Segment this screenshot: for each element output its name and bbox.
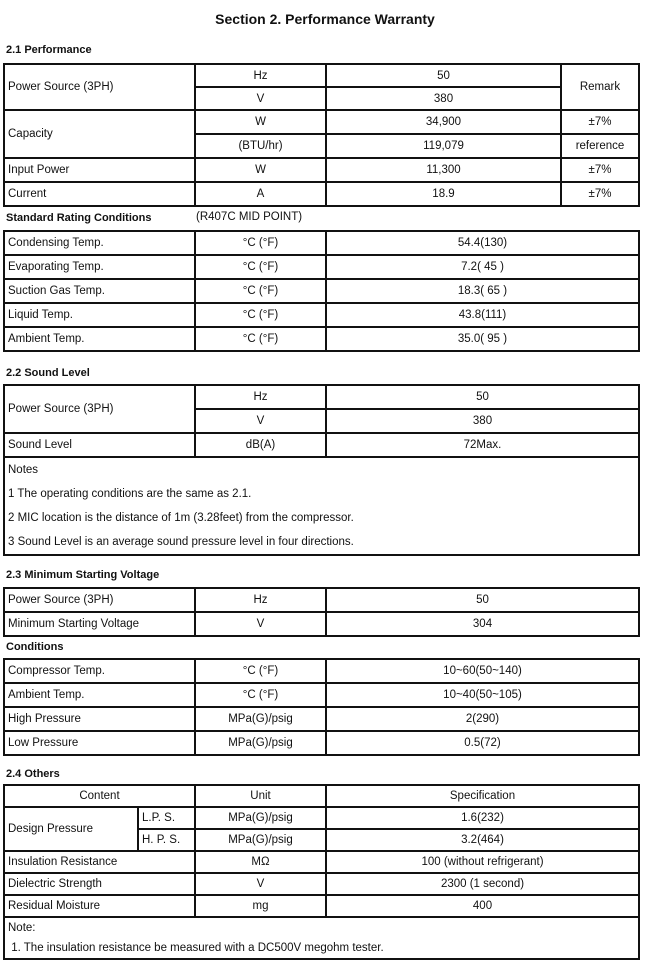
row-unit: MPa(G)/psig (195, 731, 326, 755)
v-unit: V (195, 87, 326, 110)
row-value: 54.4(130) (326, 231, 639, 255)
row-unit: °C (°F) (195, 255, 326, 279)
hps-value: 3.2(464) (326, 829, 639, 851)
current-unit: A (195, 182, 326, 206)
notes-heading: Notes (8, 464, 39, 476)
row-value: 400 (326, 895, 639, 917)
performance-table (3, 63, 640, 207)
input-power-remark: ±7% (561, 158, 639, 182)
sound-notes (4, 457, 639, 555)
others-notes (4, 917, 639, 959)
section-heading-min-voltage: 2.3 Minimum Starting Voltage (6, 569, 160, 581)
capacity-w-unit: W (195, 110, 326, 134)
design-pressure-label: Design Pressure (4, 807, 138, 851)
row-value: 2300 (1 second) (326, 873, 639, 895)
row-unit: mg (195, 895, 326, 917)
section-heading-standard-rating: Standard Rating Conditions (6, 212, 152, 224)
others-table (3, 784, 640, 960)
refrigerant-note: (R407C MID POINT) (196, 211, 303, 223)
sound-level-label: Sound Level (4, 433, 195, 457)
row-value: 35.0( 95 ) (326, 327, 639, 351)
row-unit: °C (°F) (195, 683, 326, 707)
conditions-table (3, 658, 640, 756)
power-source-label: Power Source (3PH) (4, 385, 195, 433)
section-heading-performance: 2.1 Performance (6, 44, 92, 56)
row-unit: °C (°F) (195, 231, 326, 255)
hps-label: H. P. S. (138, 829, 195, 851)
hz-value: 50 (326, 385, 639, 409)
lps-label: L.P. S. (138, 807, 195, 829)
notes-heading: Note: (8, 922, 36, 934)
row-value: 2(290) (326, 707, 639, 731)
row-label: Condensing Temp. (4, 231, 195, 255)
row-value: 100 (without refrigerant) (326, 851, 639, 873)
capacity-btu-unit: (BTU/hr) (195, 134, 326, 158)
row-unit: °C (°F) (195, 659, 326, 683)
row-value: 304 (326, 612, 639, 636)
v-unit: V (195, 409, 326, 433)
row-label: Minimum Starting Voltage (4, 612, 195, 636)
capacity-w-remark: ±7% (561, 110, 639, 134)
current-value: 18.9 (326, 182, 561, 206)
row-value: 0.5(72) (326, 731, 639, 755)
input-power-label: Input Power (4, 158, 195, 182)
current-remark: ±7% (561, 182, 639, 206)
row-value: 7.2( 45 ) (326, 255, 639, 279)
row-unit: °C (°F) (195, 327, 326, 351)
row-value: 50 (326, 588, 639, 612)
hz-unit: Hz (195, 64, 326, 87)
row-label: Ambient Temp. (4, 327, 195, 351)
min-voltage-table (3, 587, 640, 637)
row-label: Compressor Temp. (4, 659, 195, 683)
row-label: Low Pressure (4, 731, 195, 755)
row-unit: °C (°F) (195, 279, 326, 303)
row-label: Dielectric Strength (4, 873, 195, 895)
sound-level-unit: dB(A) (195, 433, 326, 457)
current-label: Current (4, 182, 195, 206)
conditions-heading: Conditions (6, 641, 64, 653)
v-value: 380 (326, 409, 639, 433)
hz-unit: Hz (195, 385, 326, 409)
sound-level-value: 72Max. (326, 433, 639, 457)
row-label: Power Source (3PH) (4, 588, 195, 612)
row-value: 10~60(50~140) (326, 659, 639, 683)
row-unit: MPa(G)/psig (195, 707, 326, 731)
row-label: Ambient Temp. (4, 683, 195, 707)
note-item: 1. The insulation resistance be measured with a DC500V megohm tester. (8, 942, 384, 954)
header-content: Content (4, 785, 195, 807)
note-item: 3 Sound Level is an average sound pressure level in four directions. (8, 536, 354, 548)
rating-conditions-table (3, 230, 640, 352)
note-item: 2 MIC location is the distance of 1m (3.28feet) from the compressor. (8, 512, 354, 524)
header-unit: Unit (195, 785, 326, 807)
row-unit: V (195, 873, 326, 895)
row-unit: V (195, 612, 326, 636)
remark-header: Remark (561, 64, 639, 110)
row-value: 18.3( 65 ) (326, 279, 639, 303)
section-heading-others: 2.4 Others (6, 768, 60, 780)
capacity-w-value: 34,900 (326, 110, 561, 134)
hps-unit: MPa(G)/psig (195, 829, 326, 851)
row-label: Residual Moisture (4, 895, 195, 917)
sound-level-table (3, 384, 640, 556)
section-heading-sound-level: 2.2 Sound Level (6, 367, 90, 379)
page-title: Section 2. Performance Warranty (215, 11, 435, 27)
v-value: 380 (326, 87, 561, 110)
note-item: 1 The operating conditions are the same as 2.1. (8, 488, 252, 500)
lps-value: 1.6(232) (326, 807, 639, 829)
row-label: Suction Gas Temp. (4, 279, 195, 303)
row-value: 43.8(111) (326, 303, 639, 327)
row-value: 10~40(50~105) (326, 683, 639, 707)
row-unit: °C (°F) (195, 303, 326, 327)
row-label: Insulation Resistance (4, 851, 195, 873)
capacity-btu-value: 119,079 (326, 134, 561, 158)
capacity-btu-remark: reference (561, 134, 639, 158)
row-unit: Hz (195, 588, 326, 612)
lps-unit: MPa(G)/psig (195, 807, 326, 829)
row-unit: MΩ (195, 851, 326, 873)
capacity-label: Capacity (4, 110, 195, 158)
input-power-value: 11,300 (326, 158, 561, 182)
row-label: Liquid Temp. (4, 303, 195, 327)
input-power-unit: W (195, 158, 326, 182)
row-label: High Pressure (4, 707, 195, 731)
power-source-label: Power Source (3PH) (4, 64, 195, 110)
row-label: Evaporating Temp. (4, 255, 195, 279)
header-specification: Specification (326, 785, 639, 807)
hz-value: 50 (326, 64, 561, 87)
